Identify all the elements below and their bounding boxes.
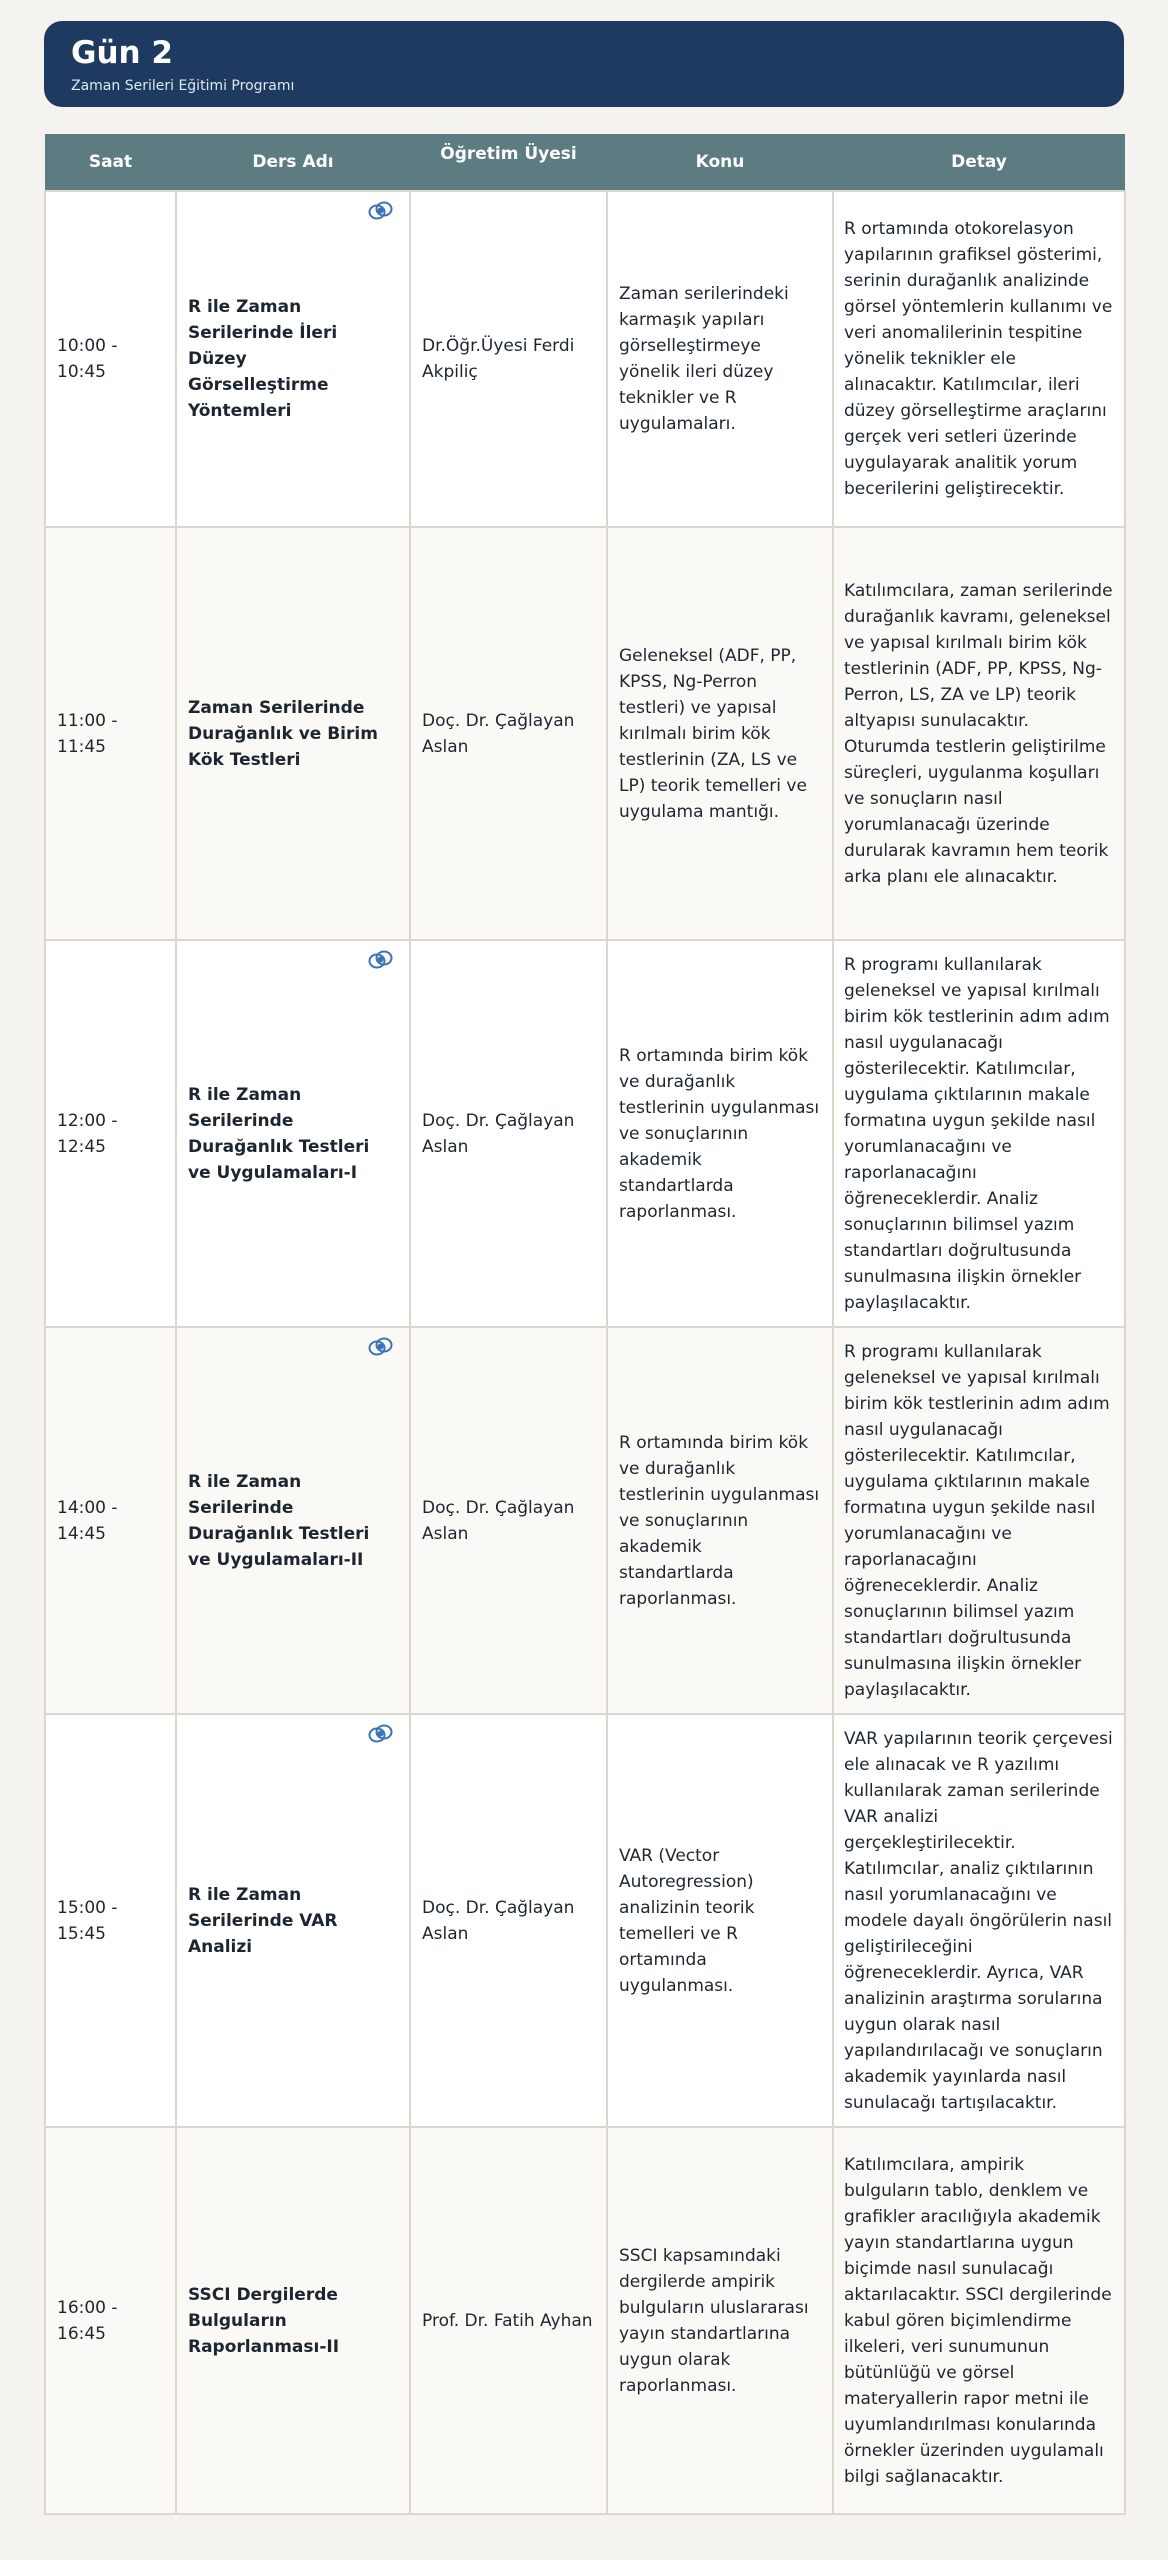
table-row	[45, 2127, 1125, 2514]
time-cell: 14:00 - 14:45	[45, 1327, 176, 1714]
time-cell: 10:00 - 10:45	[45, 191, 176, 527]
table-row	[45, 191, 1125, 527]
lesson-cell	[176, 527, 410, 940]
lesson-title: Zaman Serilerinde Durağanlık ve Birim Kök Testleri	[188, 697, 378, 770]
table-row	[45, 527, 1125, 940]
link-icon[interactable]	[367, 1336, 395, 1358]
column-header-topic: Konu	[607, 134, 833, 191]
instructor-cell: Prof. Dr. Fatih Ayhan	[410, 2127, 607, 2514]
lesson-cell	[176, 1327, 410, 1714]
topic-cell: Zaman serilerindeki karmaşık yapıları görselleştirmeye yönelik ileri düzey teknikler ve R uygulamaları.	[607, 191, 833, 527]
detail-cell: Katılımcılara, zaman serilerinde durağanlık kavramı, geleneksel ve yapısal kırılmalı birim kök testlerinin (ADF, PP, KPSS, Ng-Perron, LS, ZA ve LP) teorik altyapısı sunulacaktır. Oturumda testlerin geliştirilme süreçleri, uygulanma koşulları ve sonuçların nasıl yorumlanacağı üzerinde durularak kavramın hem teorik arka planı ele alınacaktır.	[833, 527, 1125, 940]
instructor-cell: Doç. Dr. Çağlayan Aslan	[410, 527, 607, 940]
page-title: Gün 2	[71, 35, 173, 71]
page-subtitle: Zaman Serileri Eğitimi Programı	[71, 78, 295, 94]
instructor-cell: Doç. Dr. Çağlayan Aslan	[410, 940, 607, 1327]
schedule-table	[44, 134, 1126, 2515]
detail-cell: R programı kullanılarak geleneksel ve yapısal kırılmalı birim kök testlerinin adım adım nasıl uygulanacağı gösterilecektir. Katılımcılar, uygulama çıktılarının makale formatına uygun şekilde nasıl yorumlanacağını ve raporlanacağını öğreneceklerdir. Analiz sonuçlarının bilimsel yazım standartları doğrultusunda sunulmasına ilişkin örnekler paylaşılacaktır.	[833, 1327, 1125, 1714]
detail-cell: VAR yapılarının teorik çerçevesi ele alınacak ve R yazılımı kullanılarak zaman serilerinde VAR analizi gerçekleştirilecektir. Katılımcılar, analiz çıktılarının nasıl yorumlanacağını ve modele dayalı öngörülerin nasıl geliştirileceğini öğreneceklerdir. Ayrıca, VAR analizinin araştırma sorularına uygun olarak nasıl yapılandırılacağı ve sonuçların akademik yayınlarda nasıl sunulacağı tartışılacaktır.	[833, 1714, 1125, 2127]
detail-cell: Katılımcılara, ampirik bulguların tablo, denklem ve grafikler aracılığıyla akademik yayın standartlarına uygun biçimde nasıl sunulacağı aktarılacaktır. SSCI dergilerinde kabul gören biçimlendirme ilkeleri, veri sunumunun bütünlüğü ve görsel materyallerin rapor metni ile uyumlandırılması konularında örnekler üzerinden uygulamalı bilgi sağlanacaktır.	[833, 2127, 1125, 2514]
table-header-row	[45, 134, 1125, 191]
lesson-title: SSCI Dergilerde Bulguların Raporlanması-II	[188, 2284, 340, 2357]
topic-cell: R ortamında birim kök ve durağanlık testlerinin uygulanması ve sonuçlarının akademik standartlarda raporlanması.	[607, 1327, 833, 1714]
detail-cell: R ortamında otokorelasyon yapılarının grafiksel gösterimi, serinin durağanlık analizinde görsel yöntemlerin kullanımı ve veri anomalilerinin tespitine yönelik teknikler ele alınacaktır. Katılımcılar, ileri düzey görselleştirme araçlarını gerçek veri setleri üzerinde uygulayarak analitik yorum becerilerini geliştirecektir.	[833, 191, 1125, 527]
topic-cell: VAR (Vector Autoregression) analizinin teorik temelleri ve R ortamında uygulanması.	[607, 1714, 833, 2127]
topic-cell: Geleneksel (ADF, PP, KPSS, Ng-Perron testleri) ve yapısal kırılmalı birim kök testlerinin (ZA, LS ve LP) teorik temelleri ve uygulama mantığı.	[607, 527, 833, 940]
table-row	[45, 940, 1125, 1327]
lesson-title: R ile Zaman Serilerinde Durağanlık Testleri ve Uygulamaları-I	[188, 1084, 370, 1183]
lesson-title: R ile Zaman Serilerinde Durağanlık Testleri ve Uygulamaları-II	[188, 1471, 370, 1570]
topic-cell: R ortamında birim kök ve durağanlık testlerinin uygulanması ve sonuçlarının akademik standartlarda raporlanması.	[607, 940, 833, 1327]
link-icon[interactable]	[367, 1723, 395, 1745]
lesson-title: R ile Zaman Serilerinde İleri Düzey Görselleştirme Yöntemleri	[188, 297, 338, 421]
link-icon[interactable]	[367, 949, 395, 971]
instructor-cell: Doç. Dr. Çağlayan Aslan	[410, 1714, 607, 2127]
column-header-lesson: Ders Adı	[176, 134, 410, 191]
topic-cell: SSCI kapsamındaki dergilerde ampirik bulguların uluslararası yayın standartlarına uygun olarak raporlanması.	[607, 2127, 833, 2514]
table-row	[45, 1327, 1125, 1714]
lesson-cell	[176, 1714, 410, 2127]
lesson-title: R ile Zaman Serilerinde VAR Analizi	[188, 1884, 338, 1957]
lesson-cell	[176, 2127, 410, 2514]
column-header-time: Saat	[45, 134, 176, 191]
lesson-cell	[176, 940, 410, 1327]
time-cell: 16:00 - 16:45	[45, 2127, 176, 2514]
column-header-instructor: Öğretim Üyesi	[410, 134, 607, 191]
instructor-cell: Dr.Öğr.Üyesi Ferdi Akpiliç	[410, 191, 607, 527]
time-cell: 15:00 - 15:45	[45, 1714, 176, 2127]
detail-cell: R programı kullanılarak geleneksel ve yapısal kırılmalı birim kök testlerinin adım adım nasıl uygulanacağı gösterilecektir. Katılımcılar, uygulama çıktılarının makale formatına uygun şekilde nasıl yorumlanacağını ve raporlanacağını öğreneceklerdir. Analiz sonuçlarının bilimsel yazım standartları doğrultusunda sunulmasına ilişkin örnekler paylaşılacaktır.	[833, 940, 1125, 1327]
lesson-cell	[176, 191, 410, 527]
time-cell: 11:00 - 11:45	[45, 527, 176, 940]
time-cell: 12:00 - 12:45	[45, 940, 176, 1327]
page-header	[44, 21, 1124, 107]
link-icon[interactable]	[367, 200, 395, 222]
column-header-detail: Detay	[833, 134, 1125, 191]
table-row	[45, 1714, 1125, 2127]
instructor-cell: Doç. Dr. Çağlayan Aslan	[410, 1327, 607, 1714]
